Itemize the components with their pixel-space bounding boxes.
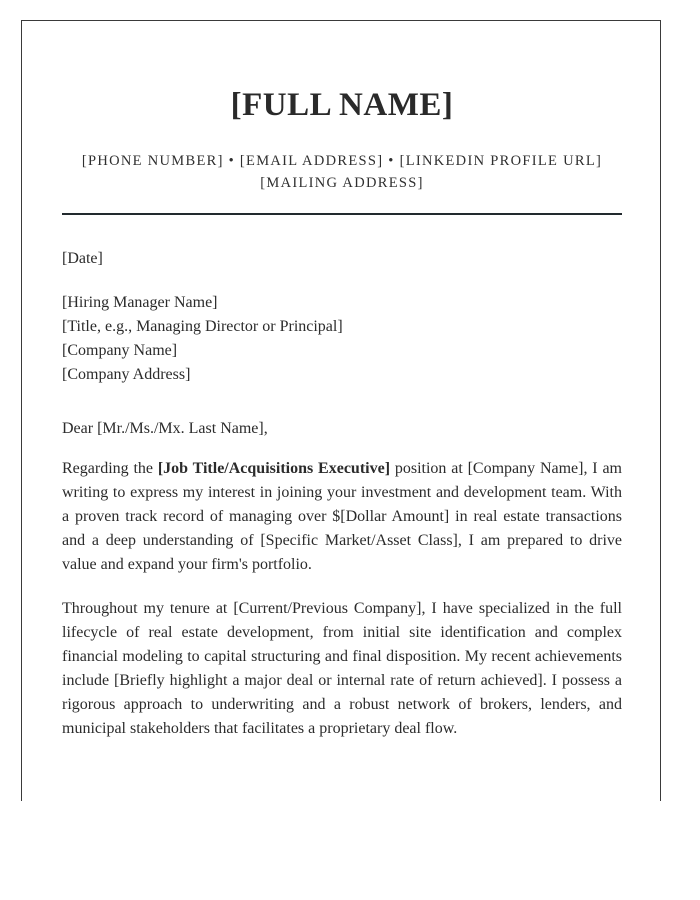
recipient-name: [Hiring Manager Name] bbox=[62, 294, 218, 311]
paragraph-intro-rest: position at [Company Name], I am writing to express my interest in joining your investment and development team. With a proven track record of managing over $[Dollar Amount] in real estate transactions and a deep understanding of [Specific Market/Asset Class], I am prepared to drive value and expand your firm's portfolio. bbox=[62, 460, 622, 573]
full-name-heading: [FULL NAME] bbox=[230, 87, 454, 123]
recipient-address: [Company Address] bbox=[62, 366, 191, 383]
header-divider bbox=[62, 213, 622, 215]
contact-info bbox=[62, 150, 622, 194]
letter-page bbox=[21, 20, 661, 801]
paragraph-intro-lead: Regarding the bbox=[62, 460, 158, 477]
recipient-company: [Company Name] bbox=[62, 342, 178, 359]
recipient-title: [Title, e.g., Managing Director or Principal] bbox=[62, 318, 343, 335]
letter-body bbox=[62, 247, 622, 761]
job-title-highlight: [Job Title/Acquisitions Executive] bbox=[157, 460, 391, 477]
contact-line-primary: [PHONE NUMBER] • [EMAIL ADDRESS] • [LINKEDIN PROFILE URL] bbox=[81, 153, 603, 169]
contact-line-address: [MAILING ADDRESS] bbox=[260, 175, 424, 191]
paragraph-experience: Throughout my tenure at [Current/Previous Company], I have specialized in the full lifecycle of real estate development, from initial site identification and complex financial modeling to capital structuring and final disposition. My recent achievements include [Briefly highlight a major deal or internal rate of return achieved]. I possess a rigorous approach to underwriting and a robust network of brokers, lenders, and municipal stakeholders that facilitates a proprietary deal flow. bbox=[62, 600, 622, 737]
paragraph-intro bbox=[62, 457, 622, 577]
letter-date: [Date] bbox=[62, 250, 103, 267]
recipient-block bbox=[62, 291, 622, 387]
salutation: Dear [Mr./Ms./Mx. Last Name], bbox=[62, 420, 268, 437]
